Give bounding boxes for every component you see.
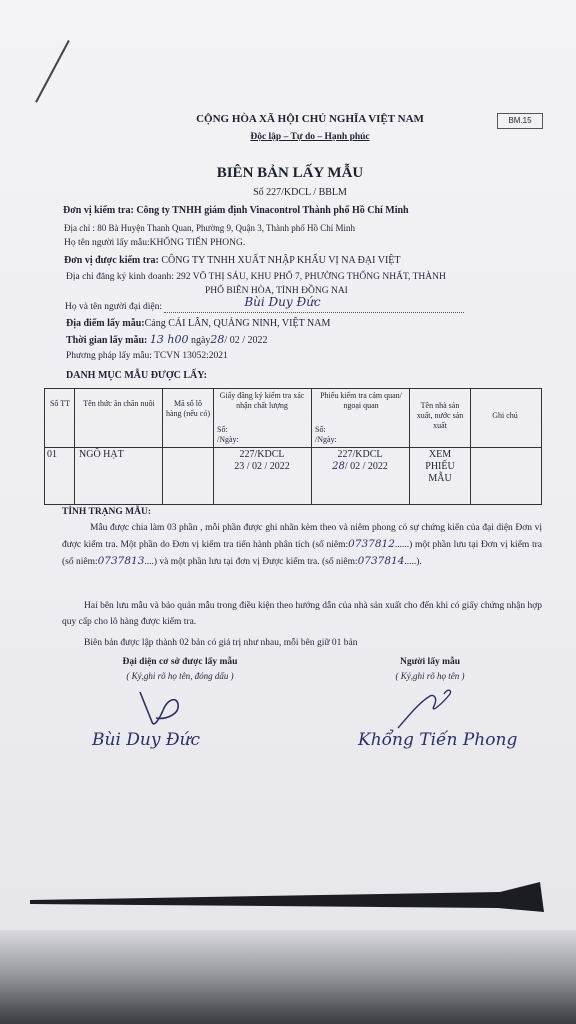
representative-line xyxy=(65,295,464,313)
representative-label: Họ và tên người đại diện: xyxy=(65,302,162,312)
header-check-sheet: Phiếu kiểm tra cảm quan/ ngoại quan xyxy=(320,391,402,410)
header-registration-so: Số: xyxy=(217,425,228,434)
header-note: Ghi chú xyxy=(492,411,518,420)
header-manufacturer: Tên nhà sản xuất, nước sản xuất xyxy=(416,401,464,430)
right-signer-note: ( Ký,ghi rõ họ tên ) xyxy=(395,671,465,681)
status-text-a: Mẫu được chia làm 03 phần , mỗi phần được ghi nhãn kèm theo và niêm phong có sự chứng kiến của đại diện Đơn vị được kiểm tra. Một phần do Đơn vị kiểm tra tiến hành phân tích (số niêm: xyxy=(62,523,542,550)
cell-feed-name: NGÔ HẠT xyxy=(79,449,124,460)
location: Cảng CÁI LÂN, QUẢNG NINH, VIỆT NAM xyxy=(144,318,331,329)
table-surface xyxy=(0,930,576,1024)
seal-number-3: 0737814 xyxy=(357,555,405,567)
pen-mark xyxy=(35,40,70,103)
header-stt: Số TT xyxy=(49,399,71,408)
status-text-b: ......) một phần lưu tại Đơn vị kiểm tra (số niêm: xyxy=(62,540,542,567)
cell-manufacturer: XEM PHIẾU MẪU xyxy=(425,449,455,484)
cell-check-date xyxy=(313,461,407,473)
time-label: Thời gian lấy mẫu: xyxy=(66,335,148,346)
business-address-1: Địa chỉ đăng ký kinh doanh: 292 VÕ THỊ SÁU, KHU PHỐ 7, PHƯỜNG THỐNG NHẤT, THÀNH xyxy=(66,272,446,282)
time-line xyxy=(66,334,267,347)
business-address-2: PHỐ BIÊN HÒA, TỈNH ĐỒNG NAI xyxy=(205,286,348,296)
header-registration: Giấy đăng ký kiểm tra xác nhận chất lượng xyxy=(219,391,305,410)
left-signer-note: ( Ký,ghi rõ họ tên, đóng dấu ) xyxy=(126,671,234,681)
time-date-rest: / 02 / 2022 xyxy=(224,335,268,346)
representative-signature-name: Bùi Duy Đức xyxy=(244,295,321,309)
inspected-unit: CÔNG TY TNHH XUẤT NHẬP KHẨU VỊ NA ĐẠI VIỆT xyxy=(161,255,401,266)
time-day: 28 xyxy=(210,333,225,346)
inspector-unit: Công ty TNHH giám định Vinacontrol Thành phố Hồ Chí Minh xyxy=(136,205,409,216)
inspector-unit-line xyxy=(63,205,409,217)
left-signer-title: Đại diện cơ sở được lấy mẫu xyxy=(122,657,238,667)
cell-stt: 01 xyxy=(47,449,57,460)
left-signature-mark xyxy=(130,688,190,732)
form-code-badge: BM.15 xyxy=(497,113,543,129)
status-text-c: ....) và một phần lưu tại đơn vị Được kiểm tra. (số niêm: xyxy=(144,557,358,567)
page-edge-mark xyxy=(30,878,550,918)
seal-number-1: 0737812 xyxy=(348,538,395,550)
status-text-d: .....). xyxy=(404,557,422,567)
right-signature-mark xyxy=(390,684,480,734)
header-check-ngay: /Ngày: xyxy=(315,435,337,444)
header-check-so: Số: xyxy=(315,425,326,434)
national-title: CỘNG HÒA XÃ HỘI CHỦ NGHĨA VIỆT NAM xyxy=(196,113,424,125)
document-number: Số 227/KDCL / BBLM xyxy=(253,187,347,198)
sampler-name: Họ tên người lấy mẫu:KHỔNG TIẾN PHONG. xyxy=(64,238,246,248)
cell-registration-no: 227/KDCL xyxy=(239,449,285,460)
copies-paragraph: Biên bản được lập thành 02 bản có giá trị như nhau, mỗi bên giữ 01 bản xyxy=(84,638,358,648)
location-label: Địa điểm lấy mẫu: xyxy=(66,318,145,329)
inspector-address: Địa chỉ : 80 Bà Huyện Thanh Quan, Phường 9, Quận 3, Thành phố Hồ Chí Minh xyxy=(64,223,356,233)
header-feed-name: Tên thức ăn chăn nuôi xyxy=(83,399,155,408)
cell-check-day: 28 xyxy=(332,461,345,472)
cell-check-date-rest: / 02 / 2022 xyxy=(344,461,388,472)
location-line xyxy=(66,318,330,330)
time-hour: 13 h00 xyxy=(149,333,189,346)
right-signer-name: Khổng Tiến Phong xyxy=(358,730,518,750)
right-signer-title: Người lấy mẫu xyxy=(399,657,461,667)
sample-list-heading: DANH MỤC MẪU ĐƯỢC LẤY: xyxy=(66,370,207,381)
sample-status-paragraph xyxy=(62,520,542,570)
inspected-unit-line xyxy=(64,255,401,267)
left-signer-name: Bùi Duy Đức xyxy=(92,730,201,750)
header-lot-code: Mã số lô hàng (nếu có) xyxy=(166,399,210,418)
motto: Độc lập – Tự do – Hạnh phúc xyxy=(250,132,370,142)
header-registration-ngay: /Ngày: xyxy=(217,435,239,444)
time-day-word: ngày xyxy=(190,335,211,346)
inspected-unit-label: Đơn vị được kiểm tra: xyxy=(64,255,159,266)
cell-registration-date: 23 / 02 / 2022 xyxy=(234,461,290,472)
sample-table xyxy=(44,388,542,505)
cell-check-no: 227/KDCL xyxy=(337,449,383,460)
sample-status-heading: TÌNH TRẠNG MẪU: xyxy=(62,507,152,517)
document-title: BIÊN BẢN LẤY MẪU xyxy=(216,165,364,181)
storage-paragraph: Hai bên lưu mẫu và bảo quản mẫu trong điều kiện theo hướng dẫn của nhà sản xuất cho đến khi có giấy chứng nhận hợp quy cấp cho lô hàng được kiểm tra. xyxy=(62,601,542,627)
seal-number-2: 0737813 xyxy=(97,555,145,567)
sampling-method: Phương pháp lấy mẫu: TCVN 13052:2021 xyxy=(66,351,228,361)
inspector-unit-label: Đơn vị kiểm tra: xyxy=(63,205,134,216)
